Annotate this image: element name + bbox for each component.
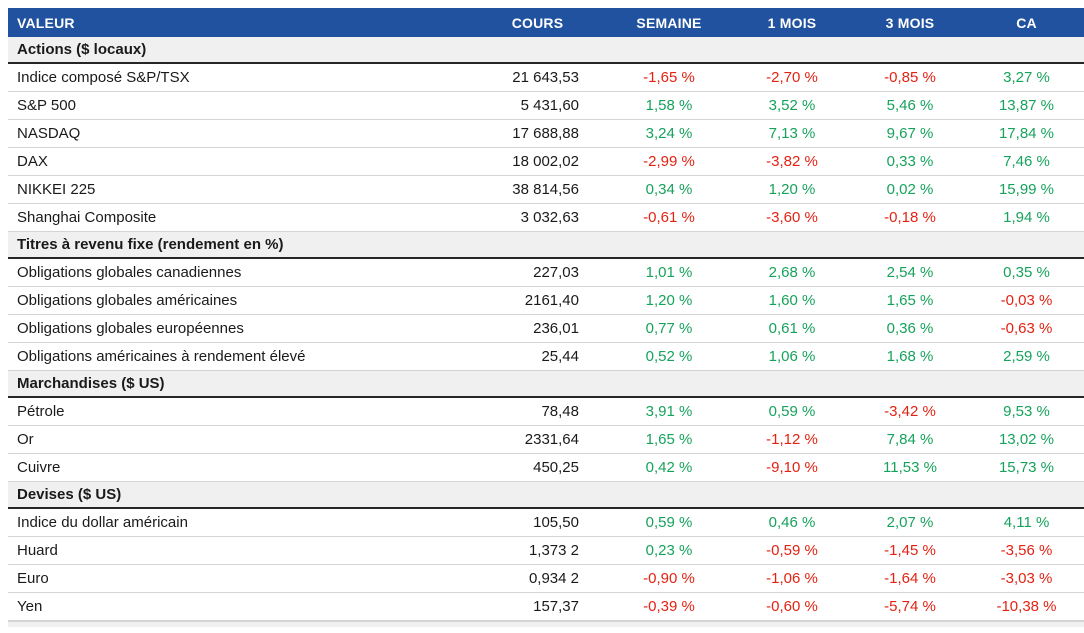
pct-value: -3,82 % [766, 153, 818, 170]
pct-value: 3,52 % [768, 97, 816, 114]
row-label: Or [17, 431, 34, 448]
table-row [8, 343, 1084, 371]
pct-value: -2,99 % [643, 153, 695, 170]
row-label: Huard [17, 542, 58, 559]
cours-value: 5 431,60 [520, 97, 579, 114]
pct-value: 1,20 % [768, 181, 816, 198]
column-header-cours: COURS [511, 14, 564, 31]
cours-value: 78,48 [541, 403, 579, 420]
pct-value: -3,60 % [766, 209, 818, 226]
pct-value: 1,01 % [645, 264, 693, 281]
pct-value: 0,59 % [645, 514, 693, 531]
pct-value: 15,99 % [998, 181, 1055, 198]
pct-value: 1,68 % [886, 348, 934, 365]
pct-value: -0,39 % [643, 598, 695, 615]
pct-value: 3,91 % [645, 403, 693, 420]
section-title: Titres à revenu fixe (rendement en %) [17, 236, 284, 253]
section-title: Actions ($ locaux) [17, 41, 147, 58]
cours-value: 450,25 [533, 459, 579, 476]
section-title: Marchandises ($ US) [17, 375, 165, 392]
pct-value: -0,61 % [643, 209, 695, 226]
column-header-3-mois: 3 MOIS [885, 14, 935, 31]
cours-value: 2161,40 [524, 292, 579, 309]
pct-value: -2,70 % [766, 69, 818, 86]
pct-value: 0,35 % [1003, 264, 1050, 281]
pct-value: -5,74 % [884, 598, 936, 615]
table-row [8, 509, 1084, 537]
pct-value: -1,06 % [766, 570, 818, 587]
row-label: Obligations globales canadiennes [17, 264, 242, 281]
row-label: Yen [17, 598, 43, 615]
pct-value: 7,13 % [768, 125, 816, 142]
pct-value: 0,33 % [886, 153, 934, 170]
table-row [8, 565, 1084, 593]
table-row [8, 537, 1084, 565]
column-header-semaine: SEMAINE [636, 14, 702, 31]
pct-value: 0,23 % [645, 542, 693, 559]
table-row [8, 398, 1084, 426]
pct-value: 2,54 % [886, 264, 934, 281]
pct-value: 0,61 % [768, 320, 816, 337]
cours-value: 25,44 [541, 348, 579, 365]
row-label: Indice du dollar américain [17, 514, 188, 531]
row-label: Shanghai Composite [17, 209, 157, 226]
table-row [8, 287, 1084, 315]
pct-value: 2,59 % [1003, 348, 1050, 365]
section-header-row [8, 232, 1084, 259]
cours-value: 21 643,53 [512, 69, 579, 86]
row-label: Pétrole [17, 403, 65, 420]
pct-value: 0,52 % [645, 348, 693, 365]
pct-value: 0,46 % [768, 514, 816, 531]
cours-value: 18 002,02 [512, 153, 579, 170]
pct-value: 2,68 % [768, 264, 816, 281]
next-section-cutoff-strip [8, 621, 1084, 627]
pct-value: -0,60 % [766, 598, 818, 615]
cours-value: 157,37 [533, 598, 579, 615]
pct-value: -0,85 % [884, 69, 936, 86]
pct-value: 1,06 % [768, 348, 816, 365]
table-row [8, 204, 1084, 232]
cours-value: 227,03 [533, 264, 579, 281]
pct-value: -0,18 % [884, 209, 936, 226]
pct-value: 9,67 % [886, 125, 934, 142]
pct-value: -0,03 % [1000, 292, 1053, 309]
cours-value: 1,373 2 [528, 542, 579, 559]
pct-value: 0,42 % [645, 459, 693, 476]
pct-value: -1,12 % [766, 431, 818, 448]
row-label: NASDAQ [17, 125, 81, 142]
pct-value: -0,63 % [1000, 320, 1053, 337]
pct-value: 5,46 % [886, 97, 934, 114]
cours-value: 236,01 [533, 320, 579, 337]
pct-value: -0,90 % [643, 570, 695, 587]
section-title: Devises ($ US) [17, 486, 122, 503]
table-body [8, 37, 1084, 621]
table-row [8, 120, 1084, 148]
pct-value: 1,94 % [1003, 209, 1050, 226]
pct-value: 15,73 % [998, 459, 1055, 476]
pct-value: 0,34 % [645, 181, 693, 198]
column-header-ca: CA [1016, 14, 1037, 31]
cours-value: 38 814,56 [512, 181, 579, 198]
pct-value: -9,10 % [766, 459, 818, 476]
pct-value: -3,03 % [1000, 570, 1053, 587]
table-row [8, 148, 1084, 176]
row-label: Cuivre [17, 459, 61, 476]
row-label: DAX [17, 153, 48, 170]
row-label: Obligations globales américaines [17, 292, 238, 309]
cours-value: 0,934 2 [528, 570, 579, 587]
cours-value: 3 032,63 [520, 209, 579, 226]
table-row [8, 259, 1084, 287]
column-header-1-mois: 1 MOIS [767, 14, 817, 31]
pct-value: 17,84 % [998, 125, 1055, 142]
pct-value: 7,46 % [1003, 153, 1050, 170]
pct-value: 0,02 % [886, 181, 934, 198]
pct-value: 7,84 % [886, 431, 934, 448]
cours-value: 2331,64 [524, 431, 579, 448]
table-header-row [8, 8, 1084, 37]
pct-value: 9,53 % [1003, 403, 1050, 420]
section-header-row [8, 37, 1084, 64]
pct-value: 4,11 % [1003, 514, 1050, 531]
table-row [8, 454, 1084, 482]
row-label: NIKKEI 225 [17, 181, 96, 198]
row-label: Indice composé S&P/TSX [17, 69, 190, 86]
table-row [8, 593, 1084, 621]
pct-value: 2,07 % [886, 514, 934, 531]
pct-value: 13,87 % [998, 97, 1055, 114]
pct-value: -3,42 % [884, 403, 936, 420]
pct-value: -1,45 % [884, 542, 936, 559]
pct-value: 0,77 % [645, 320, 693, 337]
section-header-row [8, 482, 1084, 509]
pct-value: 13,02 % [998, 431, 1055, 448]
column-header-valeur: VALEUR [17, 14, 75, 31]
cours-value: 17 688,88 [512, 125, 579, 142]
cours-value: 105,50 [533, 514, 579, 531]
pct-value: 0,59 % [768, 403, 816, 420]
pct-value: 1,65 % [645, 431, 693, 448]
row-label: Obligations globales européennes [17, 320, 244, 337]
pct-value: 3,24 % [645, 125, 693, 142]
pct-value: 1,58 % [645, 97, 693, 114]
market-performance-table [8, 8, 1084, 627]
row-label: Euro [17, 570, 49, 587]
section-header-row [8, 371, 1084, 398]
pct-value: 11,53 % [883, 459, 937, 476]
pct-value: 0,36 % [886, 320, 934, 337]
row-label: S&P 500 [17, 97, 76, 114]
pct-value: -3,56 % [1000, 542, 1053, 559]
row-label: Obligations américaines à rendement élevé [17, 348, 306, 365]
pct-value: -1,65 % [643, 69, 695, 86]
pct-value: 1,60 % [768, 292, 816, 309]
pct-value: -1,64 % [884, 570, 936, 587]
table-row [8, 426, 1084, 454]
pct-value: -0,59 % [766, 542, 818, 559]
table-row [8, 176, 1084, 204]
table-row [8, 315, 1084, 343]
pct-value: 1,20 % [645, 292, 693, 309]
table-row [8, 64, 1084, 92]
pct-value: 1,65 % [886, 292, 934, 309]
pct-value: -10,38 % [996, 598, 1057, 615]
pct-value: 3,27 % [1003, 69, 1050, 86]
table-row [8, 92, 1084, 120]
